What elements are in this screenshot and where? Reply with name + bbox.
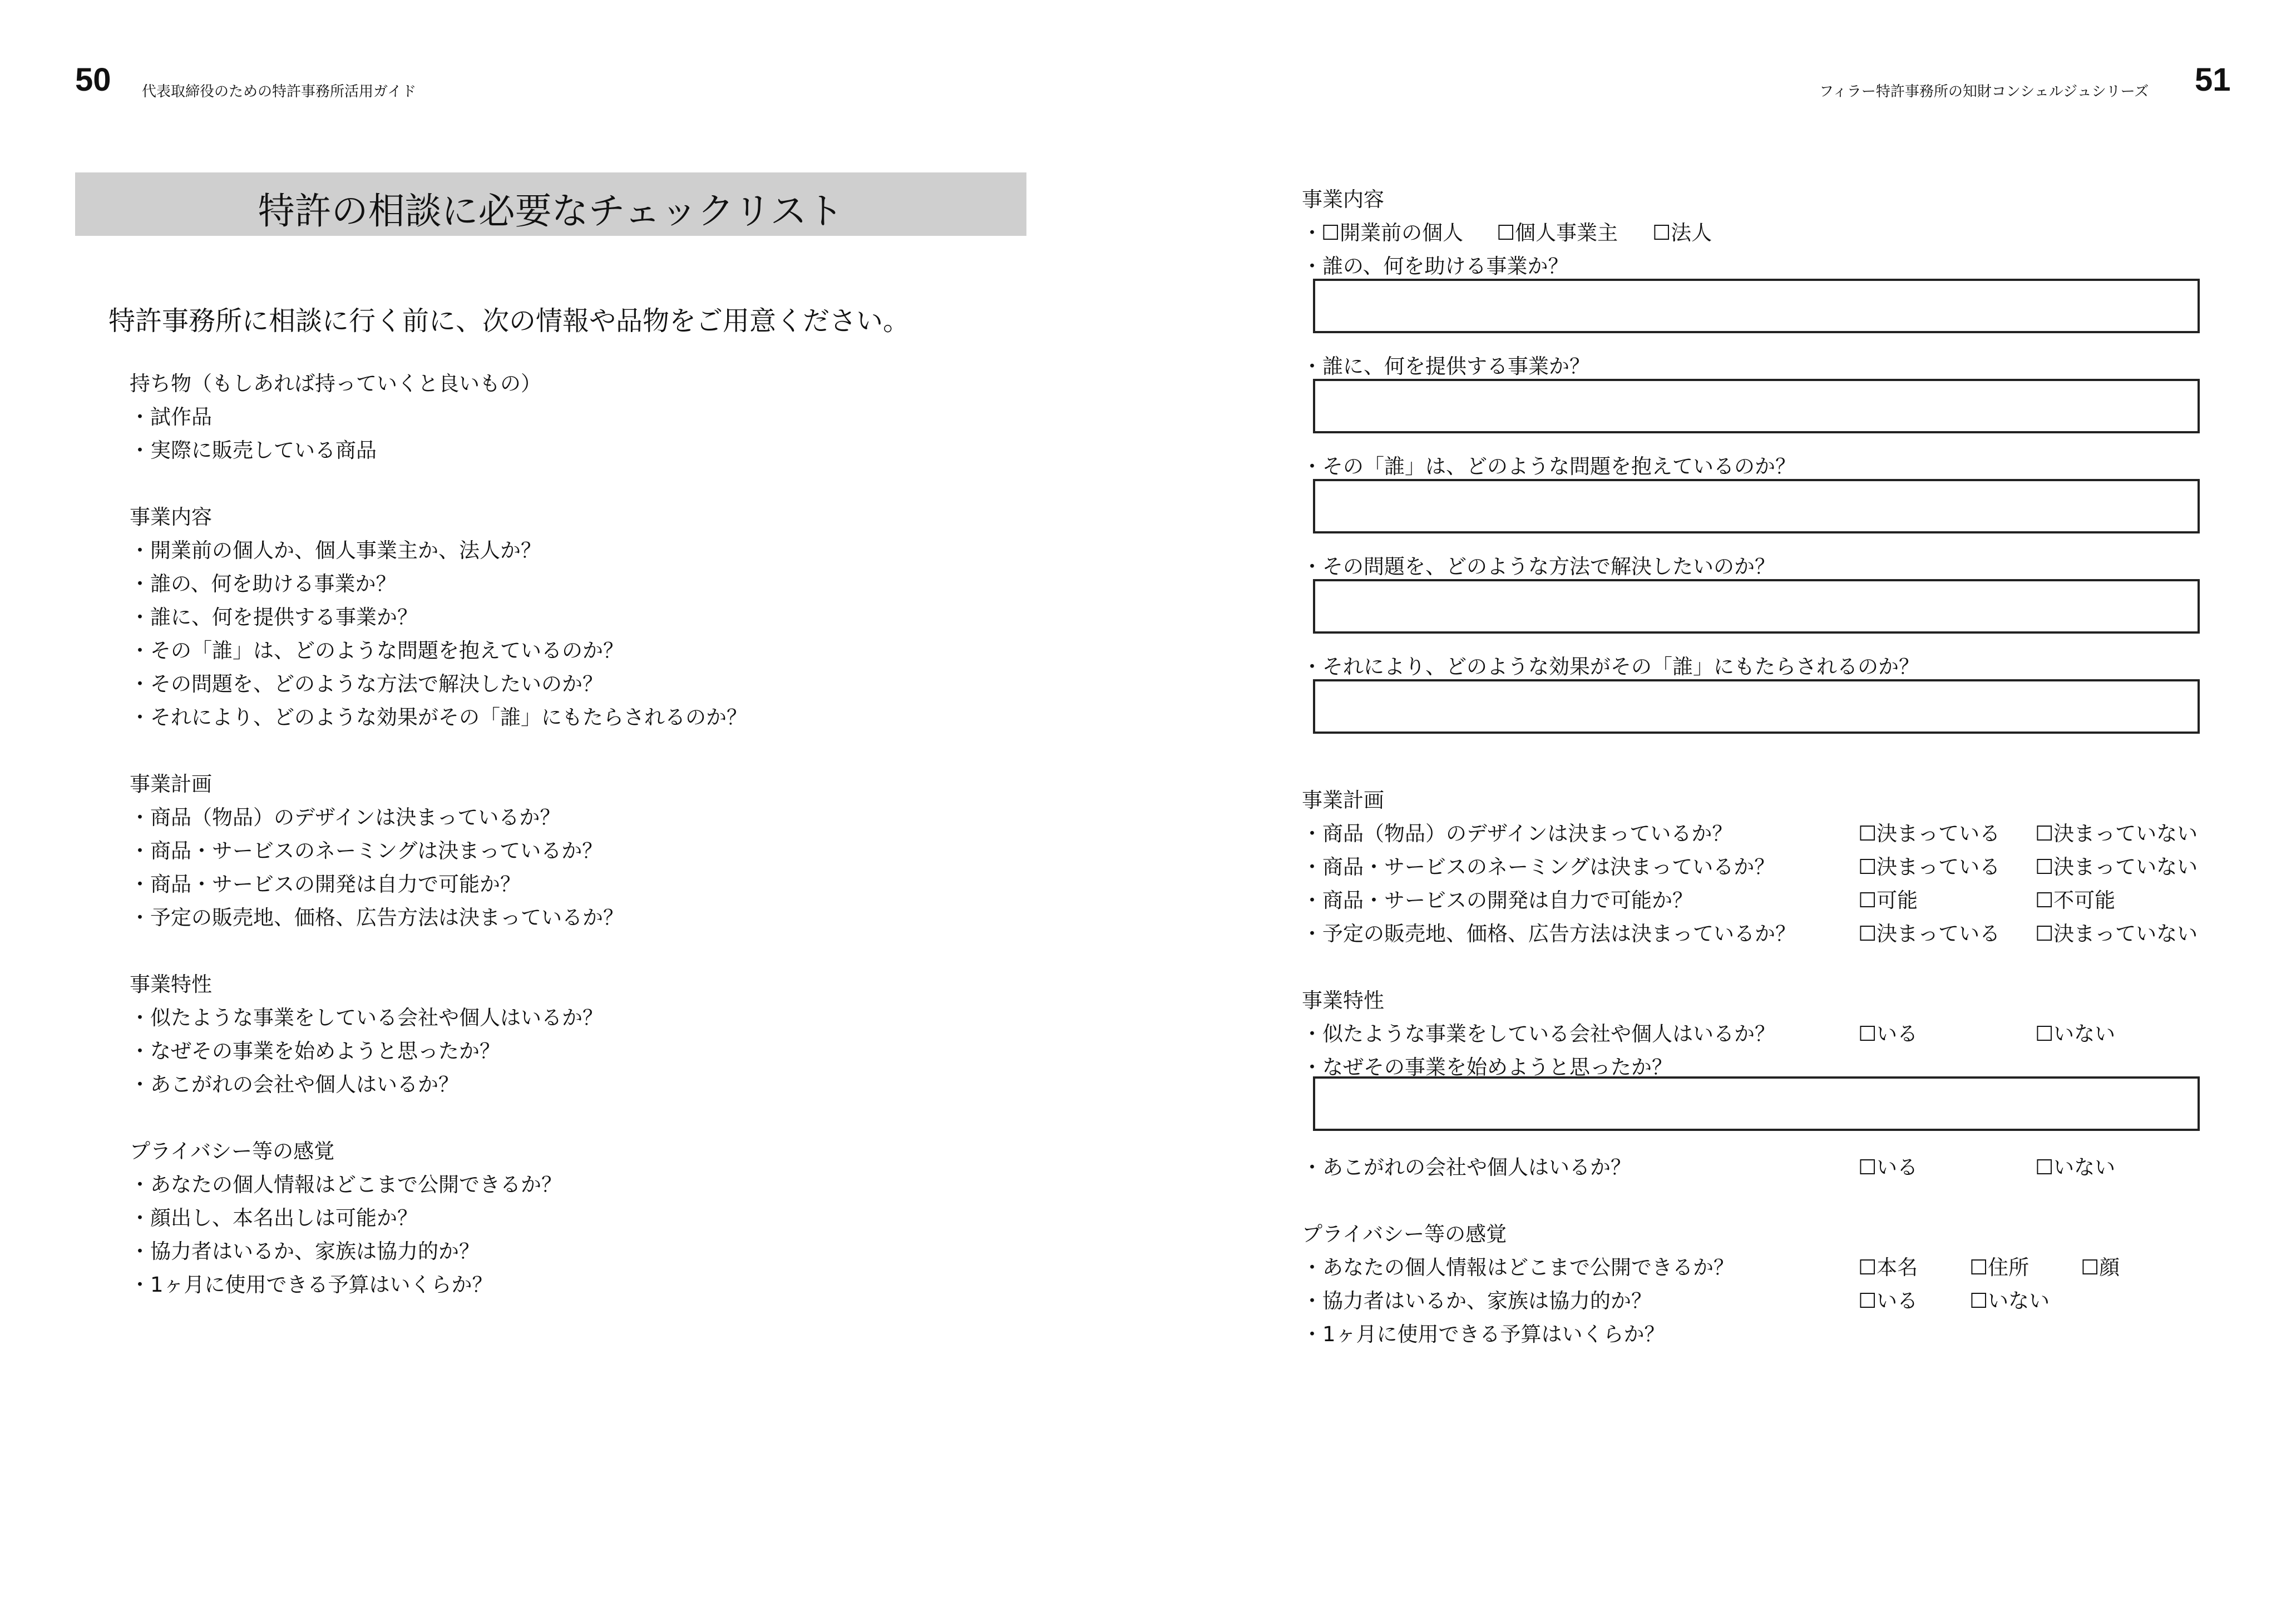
right-page-number: 51: [2195, 62, 2231, 98]
list-item: ・なぜその事業を始めようと思ったか？: [130, 1039, 500, 1063]
answer-box-effect[interactable]: [1313, 679, 2200, 734]
section-business-traits: [130, 968, 603, 1101]
checkbox-possible[interactable]: ☐可能: [1858, 888, 1918, 912]
list-item: ・あなたの個人情報はどこまで公開できるか？: [130, 1173, 562, 1197]
list-item: ・その問題を、どのような方法で解決したいのか？: [130, 672, 603, 696]
list-item: ・実際に販売している商品: [130, 438, 377, 462]
checkbox-yes[interactable]: ☐いる: [1858, 1155, 1918, 1179]
question-who-provide: ・誰に、何を提供する事業か？: [1302, 354, 1590, 378]
checkbox-decided[interactable]: ☐決まっている: [1858, 855, 2001, 879]
checkbox-no[interactable]: ☐いない: [1969, 1289, 2050, 1313]
answer-box-who-provide[interactable]: [1313, 379, 2200, 433]
question-similar-business: ・似たような事業をしている会社や個人はいるか？: [1302, 1022, 1775, 1046]
section-heading-business-plan: 事業計画: [1302, 788, 1384, 812]
checkbox-yes[interactable]: ☐いる: [1858, 1289, 1918, 1313]
page-title: 特許の相談に必要なチェックリスト: [258, 190, 844, 233]
right-running-title: フィラー特許事務所の知財コンシェルジュシリーズ: [1819, 83, 2149, 100]
list-item: ・開業前の個人か、個人事業主か、法人か？: [130, 538, 541, 562]
checkbox-no[interactable]: ☐いない: [2035, 1022, 2116, 1046]
section-privacy: [130, 1135, 562, 1302]
question-solution: ・その問題を、どのような方法で解決したいのか？: [1302, 555, 1775, 579]
checkbox-address[interactable]: ☐住所: [1969, 1256, 2030, 1279]
question-role-model: ・あこがれの会社や個人はいるか？: [1302, 1155, 1631, 1179]
section-business-content: [130, 501, 747, 734]
section-heading: 事業内容: [130, 505, 212, 529]
question-personal-info: ・あなたの個人情報はどこまで公開できるか？: [1302, 1256, 1734, 1279]
checkbox-yes[interactable]: ☐いる: [1858, 1022, 1918, 1046]
answer-box-problem[interactable]: [1313, 479, 2200, 533]
checkbox-face[interactable]: ☐顔: [2081, 1256, 2120, 1279]
question-sales-plan: ・予定の販売地、価格、広告方法は決まっているか？: [1302, 922, 1796, 946]
question-problem: ・その「誰」は、どのような問題を抱えているのか？: [1302, 454, 1796, 478]
list-item: ・誰の、何を助ける事業か？: [130, 572, 397, 596]
list-item: ・あこがれの会社や個人はいるか？: [130, 1073, 459, 1096]
section-heading-privacy: プライバシー等の感覚: [1302, 1222, 1507, 1246]
list-item: ・商品（物品）のデザインは決まっているか？: [130, 805, 561, 829]
checkbox-undecided[interactable]: ☐決まっていない: [2035, 855, 2198, 879]
checkbox-pre-opening-individual[interactable]: ☐開業前の個人: [1321, 221, 1464, 245]
list-item: ・それにより、どのような効果がその「誰」にもたらされるのか？: [130, 705, 747, 729]
section-belongings: [130, 367, 541, 467]
checkbox-sole-proprietor[interactable]: ☐個人事業主: [1497, 221, 1618, 245]
question-effect: ・それにより、どのような効果がその「誰」にもたらされるのか？: [1302, 655, 1919, 679]
list-item: ・商品・サービスのネーミングは決まっているか？: [130, 839, 603, 863]
list-item: ・誰に、何を提供する事業か？: [130, 605, 418, 629]
checkbox-no[interactable]: ☐いない: [2035, 1155, 2116, 1179]
section-heading-business-traits: 事業特性: [1302, 989, 1384, 1012]
question-who-help: ・誰の、何を助ける事業か？: [1302, 254, 1569, 278]
section-heading: 事業特性: [130, 972, 212, 996]
checkbox-real-name[interactable]: ☐本名: [1858, 1256, 1918, 1279]
question-naming: ・商品・サービスのネーミングは決まっているか？: [1302, 855, 1775, 879]
list-item: ・協力者はいるか、家族は協力的か？: [130, 1239, 480, 1263]
list-item: ・顔出し、本名出しは可能か？: [130, 1206, 418, 1230]
checkbox-undecided[interactable]: ☐決まっていない: [2035, 922, 2198, 946]
answer-box-who-help[interactable]: [1313, 279, 2200, 333]
question-cooperation: ・協力者はいるか、家族は協力的か？: [1302, 1289, 1652, 1313]
list-item: ・1ヶ月に使用できる予算はいくらか？: [130, 1273, 493, 1297]
answer-box-solution[interactable]: [1313, 579, 2200, 634]
checkbox-decided[interactable]: ☐決まっている: [1858, 922, 2001, 946]
checkbox-decided[interactable]: ☐決まっている: [1858, 822, 2001, 846]
title-band: [75, 172, 1026, 236]
section-business-plan: [130, 768, 624, 935]
checkbox-impossible[interactable]: ☐不可能: [2035, 888, 2116, 912]
list-item: ・その「誰」は、どのような問題を抱えているのか？: [130, 639, 624, 663]
checkbox-undecided[interactable]: ☐決まっていない: [2035, 822, 2198, 846]
list-item: ・似たような事業をしている会社や個人はいるか？: [130, 1006, 603, 1030]
left-page-number: 50: [75, 62, 111, 98]
section-heading: プライバシー等の感覚: [130, 1139, 335, 1163]
intro-text: 特許事務所に相談に行く前に、次の情報や品物をご用意ください。: [108, 305, 910, 337]
list-item: ・予定の販売地、価格、広告方法は決まっているか？: [130, 906, 624, 930]
bullet: ・: [1302, 221, 1322, 245]
section-heading: 事業計画: [130, 772, 212, 796]
answer-box-motivation[interactable]: [1313, 1076, 2200, 1131]
section-heading-business-content: 事業内容: [1302, 187, 1384, 211]
left-running-title: 代表取締役のための特許事務所活用ガイド: [142, 83, 417, 100]
section-heading: 持ち物（もしあれば持っていくと良いもの）: [130, 372, 541, 396]
question-budget: ・1ヶ月に使用できる予算はいくらか？: [1302, 1322, 1665, 1346]
question-motivation: ・なぜその事業を始めようと思ったか？: [1302, 1055, 1672, 1079]
list-item: ・試作品: [130, 405, 212, 429]
checkbox-corporation[interactable]: ☐法人: [1652, 221, 1712, 245]
question-development: ・商品・サービスの開発は自力で可能か？: [1302, 888, 1693, 912]
question-design: ・商品（物品）のデザインは決まっているか？: [1302, 822, 1733, 846]
list-item: ・商品・サービスの開発は自力で可能か？: [130, 872, 521, 896]
